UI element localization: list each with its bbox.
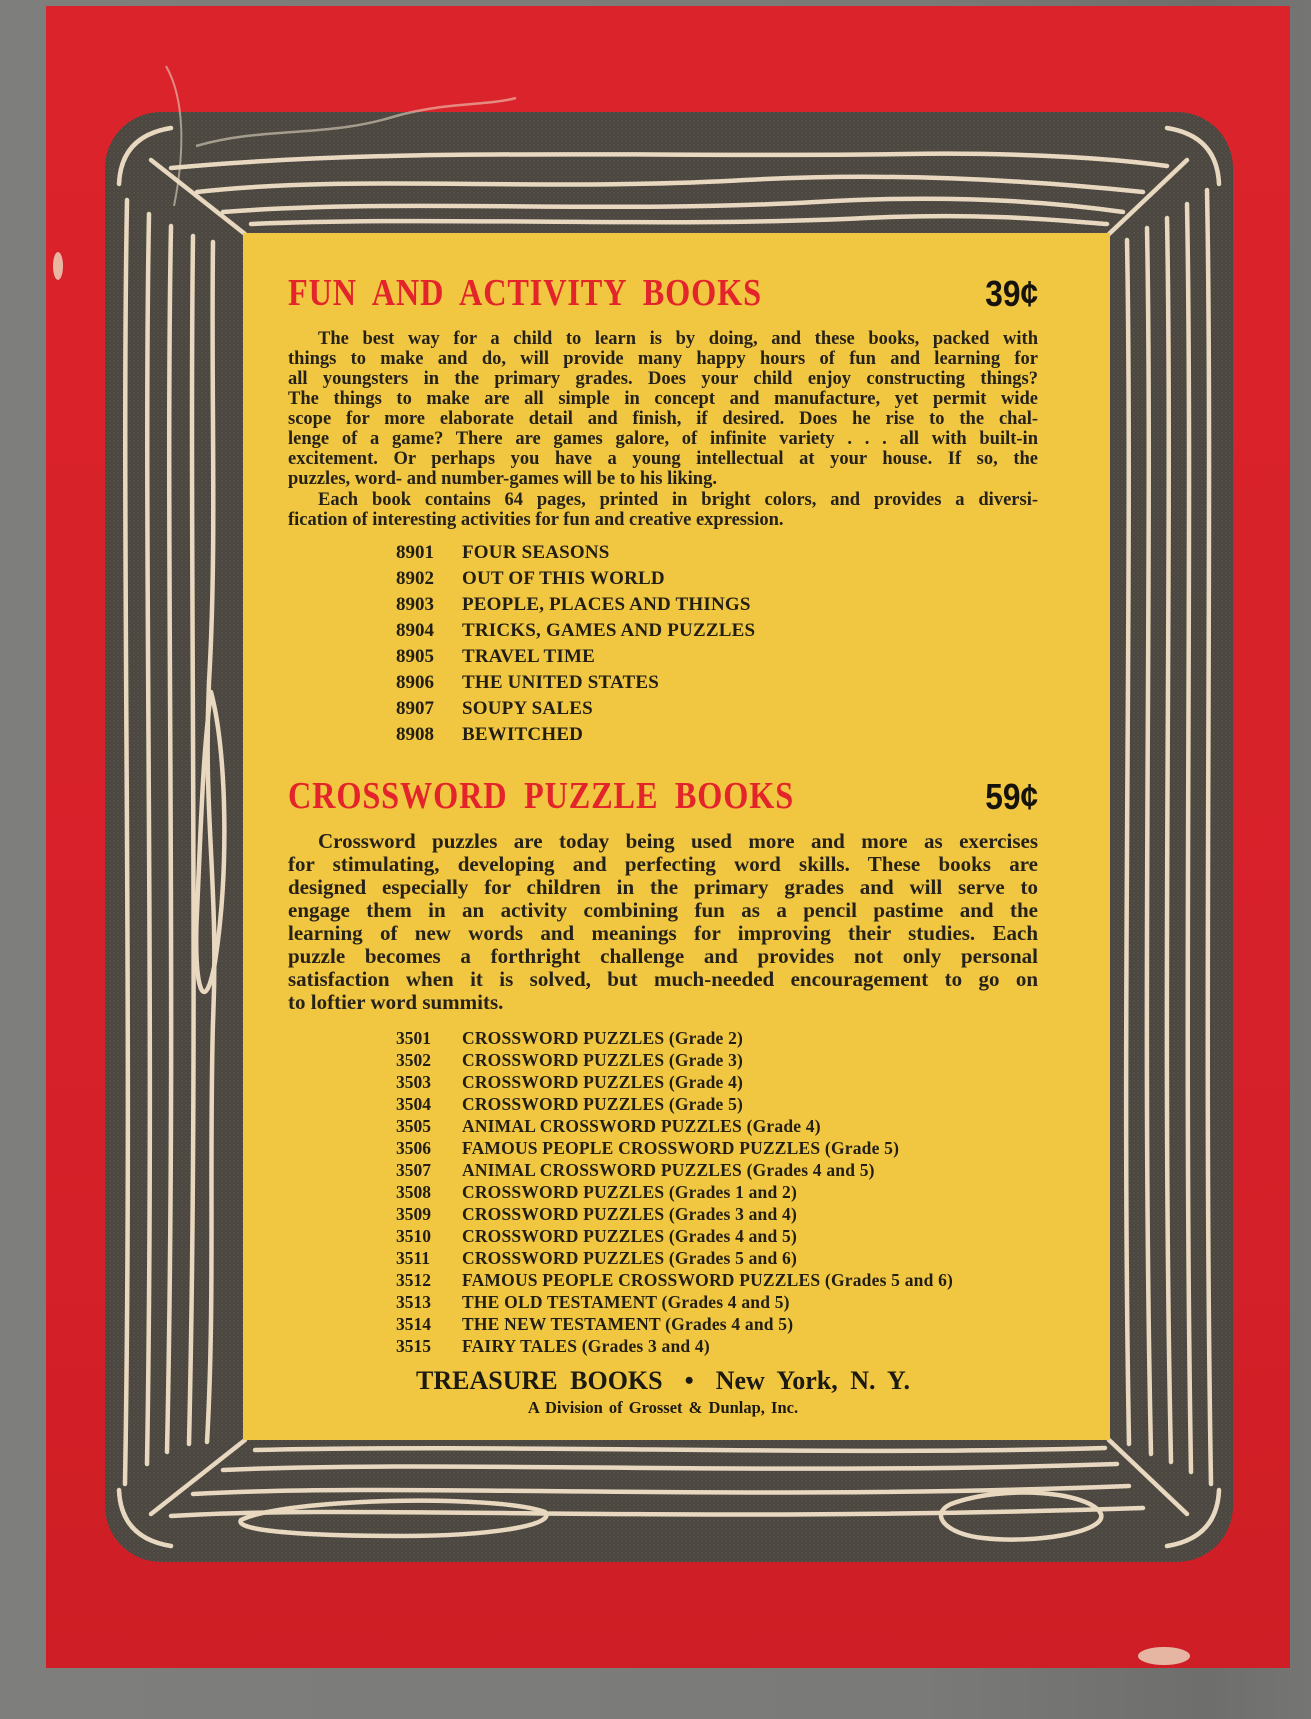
book-code: 3503: [396, 1072, 431, 1092]
text-line: to loftier word summits.: [288, 990, 504, 1014]
book-code: 8904: [396, 620, 434, 641]
text-line: all youngsters in the primary grades. Does your child enjoy constructing things?: [288, 369, 1038, 389]
yellow-text-panel: [243, 233, 1110, 1440]
fun-paragraph-1: [288, 329, 1038, 489]
text-line: puzzle becomes a forthright challenge and provides not only personal: [288, 944, 1038, 968]
bullet-separator: •: [684, 1366, 694, 1395]
publisher-division: A Division of Grosset & Dunlap, Inc.: [527, 1398, 799, 1417]
panel-content: [243, 233, 1110, 1440]
text-line: The things to make are all simple in concept and manufacture, yet permit wide: [288, 389, 1038, 409]
fun-section-price: 39¢: [985, 273, 1038, 314]
book-title: THE OLD TESTAMENT (Grades 4 and 5): [462, 1292, 790, 1312]
text-line: The best way for a child to learn is by doing, and these books, packed with: [318, 329, 1038, 349]
book-list-item: [396, 672, 1038, 698]
book-list-item: [396, 1160, 1038, 1182]
book-code: 3511: [396, 1248, 431, 1268]
book-title: CROSSWORD PUZZLES (Grade 4): [462, 1072, 744, 1092]
book-list-item: [396, 646, 1038, 672]
book-list-item: [396, 594, 1038, 620]
text-line: Crossword puzzles are today being used more and more as exercises: [318, 829, 1038, 853]
publisher-line: [288, 1366, 1038, 1396]
book-title: CROSSWORD PUZZLES (Grade 2): [462, 1028, 744, 1048]
book-code: 3506: [396, 1138, 431, 1158]
book-title: SOUPY SALES: [462, 698, 593, 719]
book-list-item: [396, 698, 1038, 724]
book-title: CROSSWORD PUZZLES (Grades 3 and 4): [462, 1204, 797, 1224]
book-code: 3508: [396, 1182, 431, 1202]
book-code: 3502: [396, 1050, 431, 1070]
book-code: 8902: [396, 568, 434, 589]
book-code: 3509: [396, 1204, 431, 1224]
book-title: ANIMAL CROSSWORD PUZZLES (Grade 4): [462, 1116, 821, 1136]
book-code: 3501: [396, 1028, 431, 1048]
book-list-item: [396, 1138, 1038, 1160]
book-list-item: [396, 724, 1038, 750]
text-line: scope for more elaborate detail and finish, if desired. Does he rise to the chal-: [288, 409, 1038, 429]
book-code: 8906: [396, 672, 434, 693]
fun-paragraph-2: [288, 490, 1038, 530]
book-title: CROSSWORD PUZZLES (Grades 1 and 2): [462, 1182, 797, 1202]
book-list-item: [396, 1292, 1038, 1314]
book-list-item: [396, 1072, 1038, 1094]
book-code: 3512: [396, 1270, 431, 1290]
crossword-section-header: [288, 770, 1038, 818]
book-list-item: [396, 1336, 1038, 1358]
book-title: BEWITCHED: [462, 724, 584, 745]
book-code: 8907: [396, 698, 434, 719]
book-title: THE UNITED STATES: [462, 672, 659, 693]
text-line: learning of new words and meanings for improving their studies. Each: [288, 921, 1038, 945]
book-title: TRAVEL TIME: [462, 646, 595, 667]
book-title: OUT OF THIS WORLD: [462, 568, 665, 589]
book-list-item: [396, 1116, 1038, 1138]
book-list-item: [396, 1094, 1038, 1116]
book-list-item: [396, 568, 1038, 594]
book-code: 8903: [396, 594, 434, 615]
book-title: TRICKS, GAMES AND PUZZLES: [462, 620, 756, 641]
book-title: CROSSWORD PUZZLES (Grades 5 and 6): [462, 1248, 797, 1268]
book-code: 3505: [396, 1116, 431, 1136]
book-title: PEOPLE, PLACES AND THINGS: [462, 594, 751, 615]
text-line: designed especially for children in the primary grades and will serve to: [288, 875, 1038, 899]
book-list-item: [396, 1050, 1038, 1072]
publisher-name: TREASURE BOOKS: [416, 1366, 663, 1395]
text-line: things to make and do, will provide many happy hours of fun and learning for: [288, 349, 1038, 369]
book-list-item: [396, 542, 1038, 568]
book-code: 8901: [396, 542, 434, 563]
book-list-item: [396, 1028, 1038, 1050]
fun-section-title: FUN AND ACTIVITY BOOKS: [288, 272, 762, 314]
book-code: 3514: [396, 1314, 431, 1334]
text-line: fication of interesting activities for fun and creative expression.: [288, 510, 784, 530]
book-title: FAIRY TALES (Grades 3 and 4): [462, 1336, 710, 1356]
publisher-location: New York, N. Y.: [715, 1366, 910, 1395]
book-list-item: [396, 1270, 1038, 1292]
book-title: CROSSWORD PUZZLES (Grades 4 and 5): [462, 1226, 797, 1246]
book-title: ANIMAL CROSSWORD PUZZLES (Grades 4 and 5): [462, 1160, 875, 1180]
fun-book-list: [396, 542, 1038, 750]
text-line: satisfaction when it is solved, but much-needed encouragement to go on: [288, 967, 1038, 991]
crossword-book-list: [396, 1028, 1038, 1358]
fun-section-header: [288, 267, 1038, 315]
text-line: puzzles, word- and number-games will be to his liking.: [288, 469, 717, 489]
text-line: excitement. Or perhaps you have a young intellectual at your house. If so, the: [288, 449, 1038, 469]
book-list-item: [396, 1314, 1038, 1336]
text-line: for stimulating, developing and perfecting word skills. These books are: [288, 852, 1038, 876]
book-code: 3504: [396, 1094, 431, 1114]
text-line: lenge of a game? There are games galore, of infinite variety . . . all with built-in: [288, 429, 1038, 449]
book-title: FOUR SEASONS: [462, 542, 610, 563]
book-title: FAMOUS PEOPLE CROSSWORD PUZZLES (Grades 5 and 6): [462, 1270, 954, 1290]
book-code: 3513: [396, 1292, 431, 1312]
crossword-section-title: CROSSWORD PUZZLE BOOKS: [288, 775, 795, 817]
book-list-item: [396, 1248, 1038, 1270]
text-line: engage them in an activity combining fun as a pencil pastime and the: [288, 898, 1038, 922]
book-list-item: [396, 1182, 1038, 1204]
book-code: 3510: [396, 1226, 431, 1246]
book-code: 3507: [396, 1160, 431, 1180]
crossword-section-price: 59¢: [985, 776, 1038, 817]
book-title: CROSSWORD PUZZLES (Grade 3): [462, 1050, 744, 1070]
text-line: Each book contains 64 pages, printed in bright colors, and provides a diversi-: [318, 490, 1038, 510]
book-title: THE NEW TESTAMENT (Grades 4 and 5): [462, 1314, 794, 1334]
book-list-item: [396, 620, 1038, 646]
book-title: FAMOUS PEOPLE CROSSWORD PUZZLES (Grade 5): [462, 1138, 900, 1158]
book-title: CROSSWORD PUZZLES (Grade 5): [462, 1094, 744, 1114]
book-code: 3515: [396, 1336, 431, 1356]
book-code: 8905: [396, 646, 434, 667]
book-list-item: [396, 1204, 1038, 1226]
book-list-item: [396, 1226, 1038, 1248]
crossword-paragraph: [288, 830, 1038, 1014]
publisher-footer: [288, 1366, 1038, 1424]
book-code: 8908: [396, 724, 434, 745]
